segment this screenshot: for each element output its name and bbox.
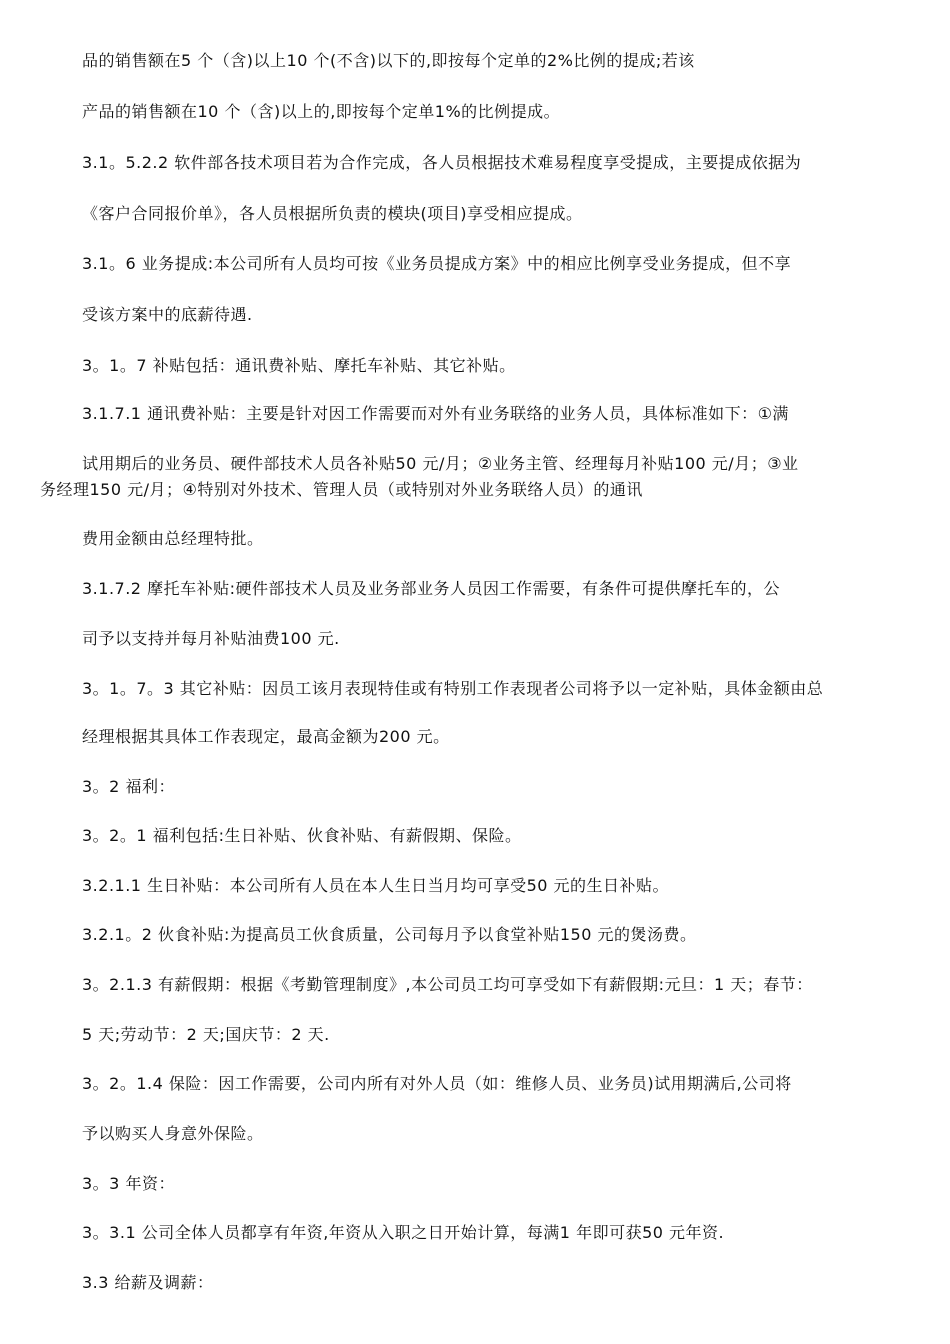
- text-line-16: 3。2 福利：: [82, 777, 175, 796]
- text-line-4: 《客户合同报价单》，各人员根据所负责的模块(项目)享受相应提成。: [82, 204, 583, 223]
- text-line-9: 试用期后的业务员、硬件部技术人员各补贴50 元/月；②业务主管、经理每月补贴100 元/月；③业: [82, 454, 799, 473]
- text-line-6: 受该方案中的底薪待遇.: [82, 305, 253, 324]
- text-line-13: 司予以支持并每月补贴油费100 元.: [82, 629, 340, 648]
- text-line-11: 费用金额由总经理特批。: [82, 529, 264, 548]
- text-line-21: 5 天;劳动节：2 天;国庆节：2 天.: [82, 1025, 330, 1044]
- text-line-1: 品的销售额在5 个（含)以上10 个(不含)以下的,即按每个定单的2%比例的提成;若该: [82, 51, 695, 70]
- text-line-19: 3.2.1。2 伙食补贴:为提高员工伙食质量，公司每月予以食堂补贴150 元的煲汤费。: [82, 925, 697, 944]
- text-line-24: 3。3 年资：: [82, 1174, 175, 1193]
- text-line-22: 3。2。1.4 保险：因工作需要，公司内所有对外人员（如：维修人员、业务员)试用期满后,公司将: [82, 1074, 792, 1093]
- text-line-5: 3.1。6 业务提成:本公司所有人员均可按《业务员提成方案》中的相应比例享受业务提成，但不享: [82, 254, 792, 273]
- text-line-25: 3。3.1 公司全体人员都享有年资,年资从入职之日开始计算，每满1 年即可获50 元年资.: [82, 1223, 725, 1242]
- text-line-3: 3.1。5.2.2 软件部各技术项目若为合作完成，各人员根据技术难易程度享受提成，主要提成依据为: [82, 153, 802, 172]
- text-line-17: 3。2。1 福利包括:生日补贴、伙食补贴、有薪假期、保险。: [82, 826, 522, 845]
- text-line-2: 产品的销售额在10 个（含)以上的,即按每个定单1%的比例提成。: [82, 102, 561, 121]
- text-line-7: 3。1。7 补贴包括：通讯费补贴、摩托车补贴、其它补贴。: [82, 356, 516, 375]
- text-line-12: 3.1.7.2 摩托车补贴:硬件部技术人员及业务部业务人员因工作需要，有条件可提供摩托车的，公: [82, 579, 780, 598]
- text-line-18: 3.2.1.1 生日补贴：本公司所有人员在本人生日当月均可享受50 元的生日补贴。: [82, 876, 670, 895]
- text-line-26: 3.3 给薪及调薪：: [82, 1273, 214, 1292]
- text-line-10: 务经理150 元/月；④特别对外技术、管理人员（或特别对外业务联络人员）的通讯: [40, 480, 643, 499]
- text-line-15: 经理根据其具体工作表现定，最高金额为200 元。: [82, 727, 450, 746]
- text-line-8: 3.1.7.1 通讯费补贴：主要是针对因工作需要而对外有业务联络的业务人员，具体标准如下：①满: [82, 404, 789, 423]
- text-line-14: 3。1。7。3 其它补贴：因员工该月表现特佳或有特别工作表现者公司将予以一定补贴，具体金额由总: [82, 679, 824, 698]
- text-line-23: 予以购买人身意外保险。: [82, 1124, 264, 1143]
- text-line-20: 3。2.1.3 有薪假期：根据《考勤管理制度》,本公司员工均可享受如下有薪假期:元旦：1 天；春节：: [82, 975, 813, 994]
